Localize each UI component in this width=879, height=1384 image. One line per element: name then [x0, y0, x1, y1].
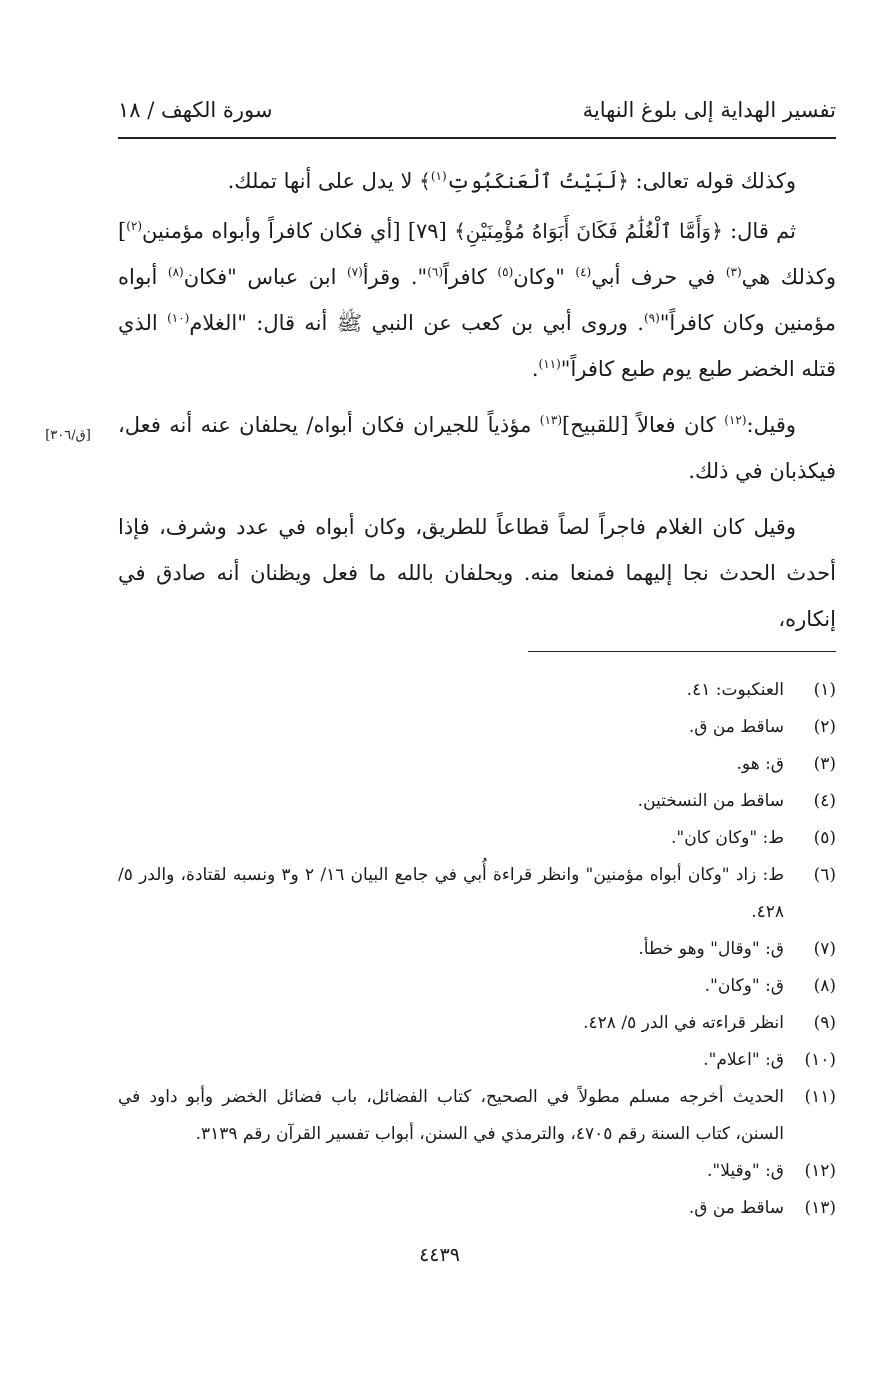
paragraph-1: [118, 158, 836, 204]
footnote-item: [118, 1079, 836, 1153]
footnote-text: ط: "وكان كان".: [670, 828, 784, 848]
manuscript-folio-note: [ق/٣٠٦]: [45, 428, 91, 443]
footnote-text: ق: هو.: [736, 754, 784, 774]
footnote-text: ق: "وقيلا".: [707, 1161, 784, 1181]
footnote-ref: (٣): [725, 265, 742, 279]
footnote-ref: (٨): [167, 265, 184, 279]
text-run: كافراً: [443, 265, 498, 289]
text-run: .: [531, 357, 539, 381]
footnote-text: الحديث أخرجه مسلم مطولاً في الصحيح، كتاب الفضائل، باب فضائل الخضر وأبو داود في السنن، كتاب السنة رقم ٤٧٠٥، والترمذي في السنن، أبواب تفسير القرآن رقم ٣١٣٩.: [118, 1087, 784, 1144]
footnote-ref: (٤): [575, 265, 592, 279]
footnote-text: ساقط من النسختين.: [637, 791, 784, 811]
footnote-number: (١٠): [804, 1050, 836, 1070]
running-header: [118, 92, 836, 136]
footnote-item: [118, 1042, 836, 1079]
footnote-item: [118, 709, 836, 746]
text-run: لا يدل على أنها تملك.: [227, 169, 420, 193]
quran-quote: ﴿وَأَمَّا ٱلْغُلَٰمُ فَكَانَ أَبَوَاهُ مُؤْمِنَيْنِ﴾: [454, 219, 723, 243]
text-run: . وروى أبي بن كعب عن النبي ﷺ أنه قال: "الغلام: [189, 311, 644, 335]
text-run: مؤذياً للجيران فكان أبواه/ يحلفان عنه أنه فعل، فيكذبان في ذلك.: [118, 413, 836, 483]
main-text: [118, 158, 836, 652]
footnote-ref: (١١): [538, 357, 561, 371]
footnote-text: ساقط من ق.: [688, 717, 784, 737]
footnote-ref: (١): [430, 169, 447, 183]
footnote-ref: (١٠): [167, 311, 190, 325]
text-run: ابن عباس "فكان: [183, 265, 347, 289]
text-run: الذي قتله الخضر طبع يوم طبع كافراً": [118, 311, 836, 381]
footnote-ref: (٧): [346, 265, 363, 279]
footnote-ref: (١٣): [539, 413, 563, 427]
footnote-item: [118, 931, 836, 968]
footnote-item: [118, 672, 836, 709]
footnote-ref: (٢): [126, 219, 143, 233]
footnote-ref: (٥): [497, 265, 514, 279]
text-run: [٧٩] [أي فكان كافراً وأبواه مؤمنين: [142, 219, 455, 243]
quran-quote-end: ﴾: [419, 169, 431, 193]
footnote-item: [118, 746, 836, 783]
text-run: في حرف أبي: [591, 265, 726, 289]
paragraph-2: [118, 208, 836, 392]
footnote-ref: (٩): [643, 311, 660, 325]
footnote-text: انظر قراءته في الدر ٥/ ٤٢٨.: [583, 1013, 784, 1033]
footnote-text: ساقط من ق.: [688, 1198, 784, 1218]
footnote-item: [118, 1190, 836, 1227]
page-number: ٤٤٣٩: [419, 1244, 460, 1266]
footnotes-list: [118, 672, 836, 1227]
footnote-divider: [528, 651, 836, 652]
header-divider: [118, 137, 836, 139]
footnote-item: [118, 857, 836, 931]
footnote-ref: (٦): [427, 265, 444, 279]
paragraph-4: وقيل كان الغلام فاجراً لصاً قطاعاً للطريق، وكان أبواه في عدد وشرف، فإذا أحدث الحدث نجا إليهما فمنعا منه. ويحلفان بالله ما فعل ويظنان أنه صادق في إنكاره،: [118, 515, 836, 631]
text-run: وقيل:: [746, 413, 796, 437]
footnote-number: (١٣): [804, 1198, 836, 1218]
footnote-text: ق: "اعلام".: [703, 1050, 784, 1070]
text-run: ". وقرأ: [362, 265, 428, 289]
book-title: تفسير الهداية إلى بلوغ النهاية: [582, 98, 836, 122]
text-run: وكذلك قوله تعالى:: [628, 169, 796, 193]
surah-label: سورة الكهف / ١٨: [118, 98, 273, 122]
text-run: ثم قال:: [722, 219, 796, 243]
footnote-text: العنكبوت: ٤١.: [686, 680, 784, 700]
footnote-number: (٦): [813, 865, 836, 885]
text-run: ] وكذلك هي: [118, 219, 837, 289]
footnote-item: [118, 1153, 836, 1190]
footnote-number: (١١): [804, 1087, 836, 1107]
text-run: "وكان: [513, 265, 576, 289]
footnote-number: (٣): [813, 754, 836, 774]
footnote-text: ط: زاد "وكان أبواه مؤمنين" وانظر قراءة أُبي في جامع البيان ١٦/ ٢ و٣ ونسبه لقتادة، والدر ٥/ ٤٢٨.: [118, 865, 785, 922]
quran-quote: ﴿لَبَيْتُ ٱلْعَنكَبُوتِ: [446, 169, 629, 193]
footnote-item: [118, 820, 836, 857]
text-run: أبواه مؤمنين وكان كافراً": [118, 265, 836, 335]
footnote-number: (٩): [813, 1013, 836, 1033]
text-run: كان فعالاً [للقبيح]: [562, 413, 725, 437]
footnote-number: (١): [813, 680, 836, 700]
footnote-number: (٤): [813, 791, 836, 811]
footnote-item: [118, 783, 836, 820]
footnote-number: (٨): [813, 976, 836, 996]
footnote-number: (٢): [813, 717, 836, 737]
footnote-text: ق: "وقال" وهو خطأ.: [638, 939, 784, 959]
footnote-number: (١٢): [804, 1161, 836, 1181]
footnote-item: [118, 968, 836, 1005]
footnote-number: (٥): [813, 828, 836, 848]
footnote-text: ق: "وكان".: [704, 976, 784, 996]
footnote-item: [118, 1005, 836, 1042]
paragraph-3: [118, 402, 836, 494]
footnote-number: (٧): [813, 939, 836, 959]
footnote-ref: (١٢): [724, 413, 747, 427]
